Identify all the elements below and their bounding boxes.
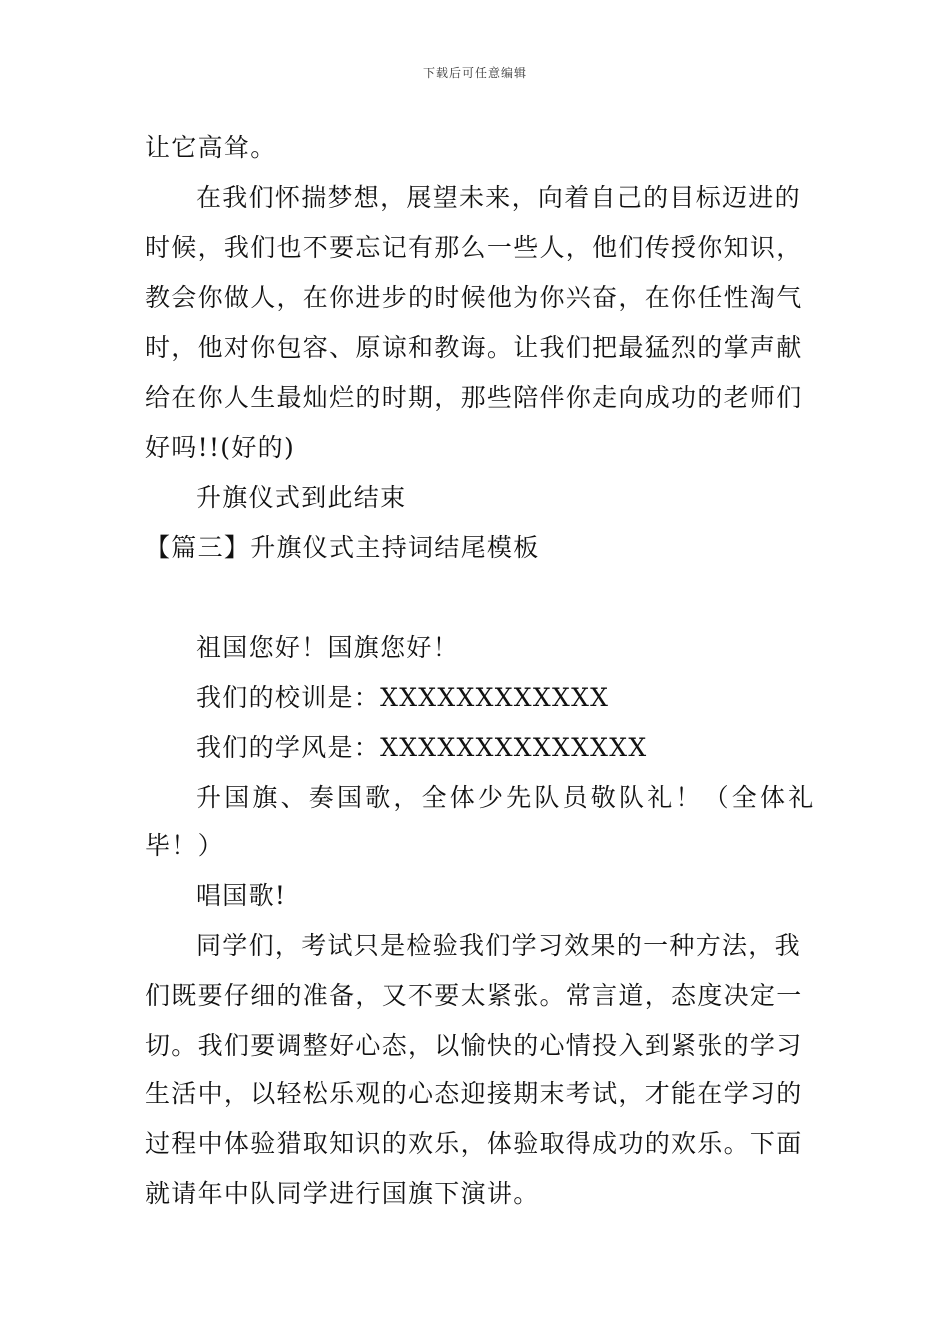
paragraph-line: 们既要仔细的准备，又不要太紧张。常言道，态度决定一 <box>145 981 803 1010</box>
paragraph-line: 升旗仪式到此结束 <box>196 483 407 512</box>
section-heading: 【篇三】升旗仪式主持词结尾模板 <box>145 533 540 562</box>
page-header: 下载后可任意编辑 <box>422 66 527 80</box>
paragraph-line: 唱国歌! <box>196 881 287 910</box>
paragraph-line: 在我们怀揣梦想，展望未来，向着自己的目标迈进的 <box>196 183 801 212</box>
paragraph-line: 同学们，考试只是检验我们学习效果的一种方法，我 <box>196 931 801 960</box>
paragraph-line: 给在你人生最灿烂的时期，那些陪伴你走向成功的老师们 <box>145 383 803 412</box>
paragraph-line: 毕！） <box>145 831 224 860</box>
paragraph-line: 生活中，以轻松乐观的心态迎接期末考试，才能在学习的 <box>145 1079 803 1108</box>
paragraph-line: 我们的校训是：XXXXXXXXXXXX <box>196 683 610 712</box>
paragraph-line: 我们的学风是：XXXXXXXXXXXXXX <box>196 733 648 762</box>
paragraph-line: 过程中体验猎取知识的欢乐，体验取得成功的欢乐。下面 <box>145 1129 803 1158</box>
paragraph-line: 切。我们要调整好心态，以愉快的心情投入到紧张的学习 <box>145 1031 803 1060</box>
paragraph-line: 就请年中队同学进行国旗下演讲。 <box>145 1179 540 1208</box>
paragraph-line: 让它高耸。 <box>145 133 277 162</box>
paragraph-line: 时，他对你包容、原谅和教诲。让我们把最猛烈的掌声献 <box>145 333 803 362</box>
paragraph-line: 祖国您好！国旗您好！ <box>196 633 460 662</box>
paragraph-line: 教会你做人，在你进步的时候他为你兴奋，在你任性淘气 <box>145 283 803 312</box>
paragraph-line: 时候，我们也不要忘记有那么一些人，他们传授你知识， <box>145 233 803 262</box>
paragraph-line: 好吗!!(好的) <box>145 433 295 462</box>
paragraph-line: 升国旗、奏国歌，全体少先队员敬队礼！（全体礼 <box>196 783 817 812</box>
